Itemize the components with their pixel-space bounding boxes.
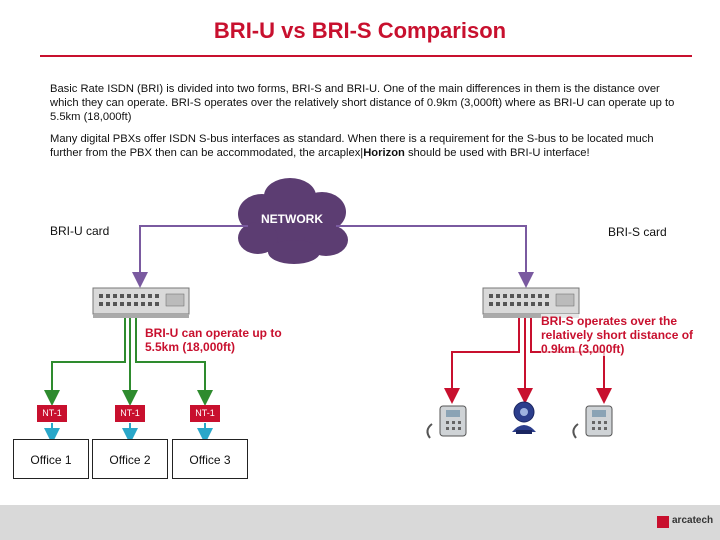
office-2-box: Office 2 — [92, 439, 168, 479]
office-3-box: Office 3 — [172, 439, 248, 479]
link-network-bri-s — [336, 226, 526, 280]
network-label: NETWORK — [261, 212, 323, 226]
bri-s-card-label: BRI-S card — [608, 225, 667, 239]
conference-camera-icon — [512, 402, 536, 434]
desk-phone-icon — [427, 406, 466, 438]
office-1-box: Office 1 — [13, 439, 89, 479]
arcatech-logo-icon — [657, 516, 669, 528]
horizon-product-name: Horizon — [363, 147, 405, 159]
nt1-box-office-1: NT-1 — [37, 405, 67, 422]
pbx-paragraph-start: Many digital PBXs offer ISDN S-bus interfaces as standard. When there is a requirement for the S-bus to be located much further from the PBX then can be accommodated, the arcaplex| — [50, 133, 654, 159]
footer-bar — [0, 505, 720, 540]
pbx-paragraph-end: should be used with BRI-U interface! — [404, 147, 590, 159]
bri-u-card-device — [93, 288, 189, 318]
bri-u-card-label: BRI-U card — [50, 224, 110, 238]
intro-paragraph: Basic Rate ISDN (BRI) is divided into two forms, BRI-S and BRI-U. One of the main differences in them is the distance over which they can operate. BRI-S operates over the relatively short distance of 0.9km (3,000ft) where as BRI-U can operate up to 5.5km (18,000ft) — [50, 83, 675, 123]
page-title: BRI-U vs BRI-S Comparison — [213, 18, 507, 43]
nt1-box-office-3: NT-1 — [190, 405, 220, 422]
footer-logo-text: arcatech — [672, 515, 714, 526]
bri-s-distance-note: BRI-S operates over the relatively short distance of 0.9km (3,000ft) — [541, 314, 711, 356]
desk-phone-icon — [573, 406, 612, 438]
bri-u-distance-note: BRI-U can operate up to 5.5km (18,000ft) — [145, 326, 285, 354]
nt1-office-lines — [52, 423, 205, 436]
link-network-bri-u — [140, 226, 248, 280]
nt1-box-office-2: NT-1 — [115, 405, 145, 422]
